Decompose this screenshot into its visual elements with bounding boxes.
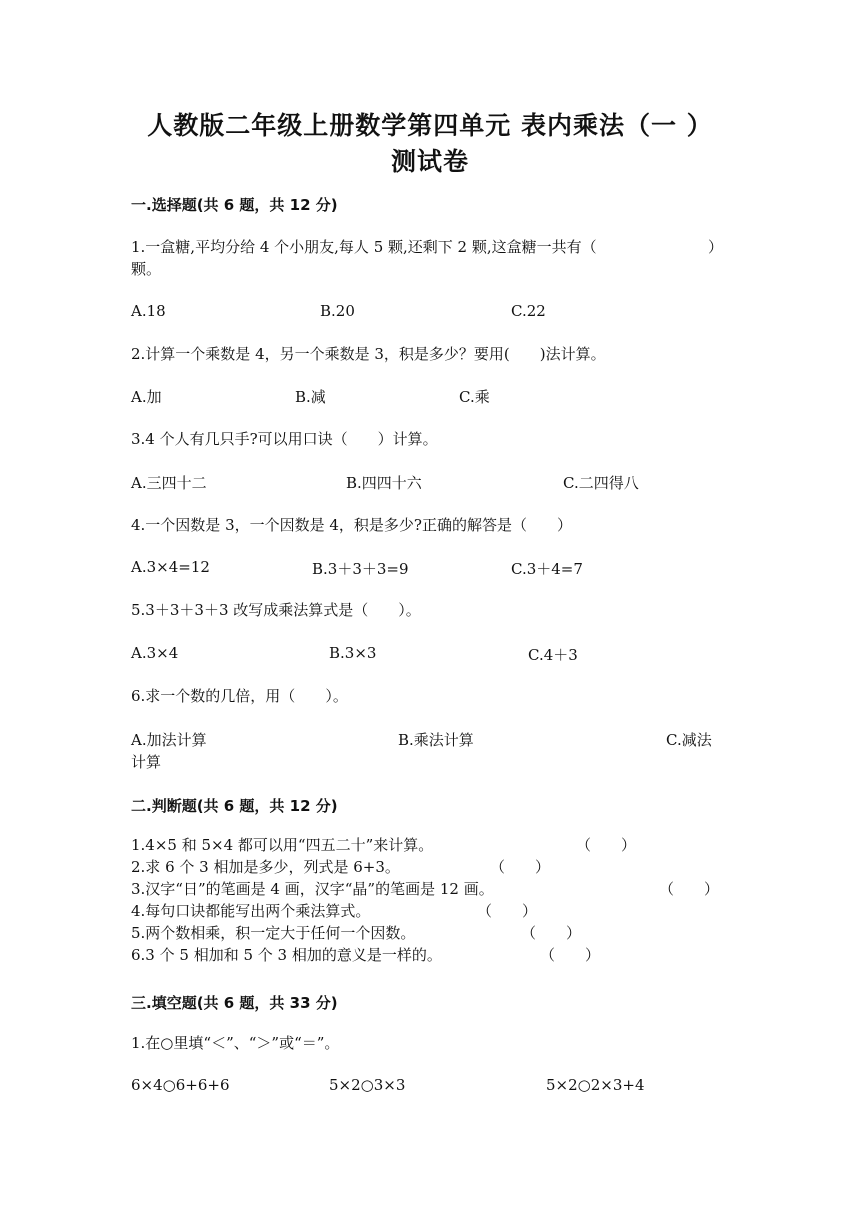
option-a: A.加 (131, 388, 162, 406)
judge-item: 3.汉字“日”的笔画是 4 画，汉字“晶”的笔画是 12 画。 (131, 880, 494, 898)
question-text: 6.求一个数的几倍，用（ ）。 (131, 687, 348, 705)
judge-item: 4.每句口诀都能写出两个乘法算式。 (131, 902, 371, 920)
option-a: A.3×4 (131, 644, 179, 662)
question-text: 2.计算一个乘数是 4，另一个乘数是 3，积是多少？要用( )法计算。 (131, 345, 606, 363)
answer-paren: ） (708, 238, 724, 256)
question-text-cont: 颗。 (131, 260, 162, 278)
option-b: B.四四十六 (346, 474, 422, 492)
fill-question: 1.在○里填“＜”、“＞”或“＝”。 (131, 1034, 340, 1052)
page-title-line2: 测试卷 (390, 147, 469, 176)
option-a: A.18 (131, 302, 166, 320)
section-heading-fill: 三.填空题(共 6 题，共 33 分) (131, 994, 338, 1012)
page-title: 人教版二年级上册数学第四单元 表内乘法（一 ） (147, 111, 713, 140)
option-c: C.减法 (666, 731, 712, 749)
answer-paren: （ ） (477, 902, 538, 920)
answer-paren: （ ） (540, 946, 601, 964)
option-b: B.乘法计算 (398, 731, 474, 749)
question-text: 5.3＋3＋3＋3 改写成乘法算式是（ ）。 (131, 601, 421, 619)
option-a: A.加法计算 (131, 731, 207, 749)
answer-paren: （ ） (490, 858, 551, 876)
option-c: C.22 (511, 302, 546, 320)
fill-item: 6×4○6+6+6 (131, 1076, 230, 1094)
option-b: B.20 (320, 302, 355, 320)
fill-item: 5×2○3×3 (329, 1076, 406, 1094)
option-c: C.4＋3 (528, 646, 578, 664)
section-heading-choice: 一.选择题(共 6 题，共 12 分) (131, 196, 338, 214)
judge-item: 1.4×5 和 5×4 都可以用“四五二十”来计算。 (131, 836, 434, 854)
answer-paren: （ ） (521, 924, 582, 942)
answer-paren: （ ） (576, 836, 637, 854)
section-heading-judge: 二.判断题(共 6 题，共 12 分) (131, 797, 338, 815)
judge-item: 6.3 个 5 相加和 5 个 3 相加的意义是一样的。 (131, 946, 442, 964)
option-b: B.3×3 (329, 644, 377, 662)
option-b: B.减 (295, 388, 326, 406)
answer-paren: （ ） (659, 880, 720, 898)
fill-item: 5×2○2×3+4 (546, 1076, 645, 1094)
question-text: 3.4 个人有几只手?可以用口诀（ ）计算。 (131, 430, 438, 448)
option-a: A.3×4=12 (131, 558, 210, 576)
option-a: A.三四十二 (131, 474, 207, 492)
option-c-wrap: 计算 (131, 753, 162, 771)
option-c: C.二四得八 (563, 474, 639, 492)
option-c: C.3＋4=7 (511, 560, 583, 578)
question-text: 4.一个因数是 3，一个因数是 4，积是多少?正确的解答是（ ） (131, 516, 572, 534)
option-b: B.3＋3＋3=9 (312, 560, 409, 578)
option-c: C.乘 (459, 388, 490, 406)
question-text: 1.一盒糖,平均分给 4 个小朋友,每人 5 颗,还剩下 2 颗,这盒糖一共有（ (131, 238, 597, 256)
judge-item: 2.求 6 个 3 相加是多少，列式是 6+3。 (131, 858, 400, 876)
judge-item: 5.两个数相乘，积一定大于任何一个因数。 (131, 924, 416, 942)
